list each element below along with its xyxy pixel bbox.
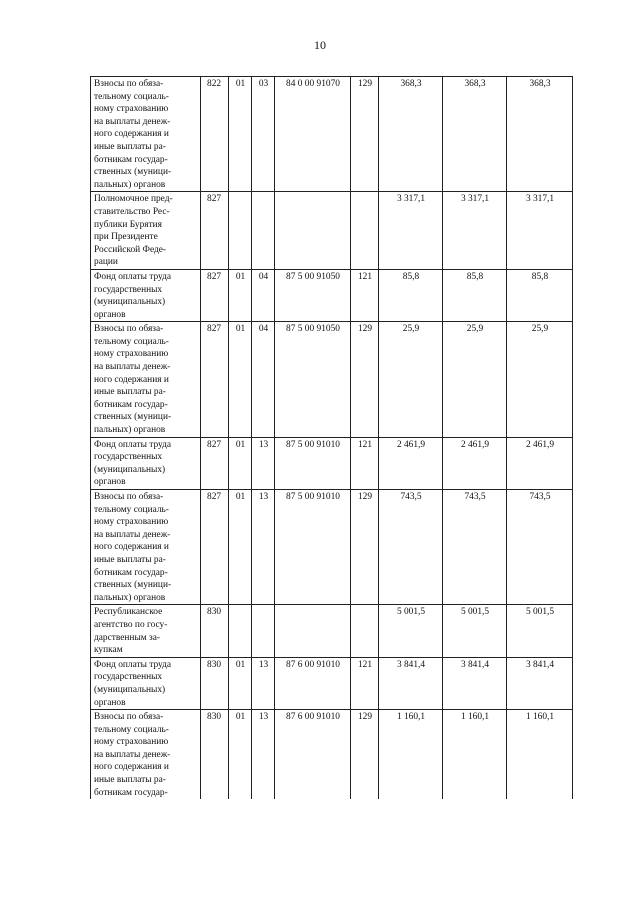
row-amount-year-2: 85,8 <box>443 269 507 321</box>
row-amount-year-2: 1 160,1 <box>443 710 507 800</box>
budget-table <box>90 76 573 799</box>
row-target-article-code: 87 5 00 91010 <box>275 437 351 489</box>
row-target-article-code: 84 0 00 91070 <box>275 77 351 192</box>
row-amount-year-2: 2 461,9 <box>443 437 507 489</box>
row-amount-year-3: 3 317,1 <box>507 192 573 270</box>
row-expense-type-code: 121 <box>351 269 379 321</box>
row-amount-year-3: 3 841,4 <box>507 657 573 709</box>
row-amount-year-1: 3 841,4 <box>379 657 443 709</box>
page-number: 10 <box>314 38 326 52</box>
row-amount-year-2: 3 317,1 <box>443 192 507 270</box>
table-row <box>91 322 573 437</box>
row-expense-type-code: 129 <box>351 490 379 605</box>
row-amount-year-1: 3 317,1 <box>379 192 443 270</box>
row-amount-year-1: 368,3 <box>379 77 443 192</box>
row-amount-year-1: 5 001,5 <box>379 605 443 657</box>
row-amount-year-3: 743,5 <box>507 490 573 605</box>
row-target-article-code: 87 5 00 91050 <box>275 269 351 321</box>
row-target-article-code: 87 6 00 91010 <box>275 657 351 709</box>
row-name: Взносы по обяза- тельному социаль- ному страхованию на выплаты денеж- ного содержания и иные выплаты ра- ботникам государ- ственных (муници- пальных) органов <box>91 322 201 437</box>
row-target-article-code <box>275 192 351 270</box>
row-grbs-code: 827 <box>201 490 229 605</box>
row-target-article-code: 87 5 00 91010 <box>275 490 351 605</box>
row-grbs-code: 830 <box>201 605 229 657</box>
row-amount-year-2: 5 001,5 <box>443 605 507 657</box>
row-name: Республиканское агентство по госу- дарственным за- купкам <box>91 605 201 657</box>
row-section-code: 01 <box>229 77 252 192</box>
row-amount-year-3: 85,8 <box>507 269 573 321</box>
row-name: Взносы по обяза- тельному социаль- ному страхованию на выплаты денеж- ного содержания и иные выплаты ра- ботникам государ- ственных (муници- пальных) органов <box>91 77 201 192</box>
row-expense-type-code <box>351 605 379 657</box>
row-grbs-code: 822 <box>201 77 229 192</box>
row-grbs-code: 830 <box>201 710 229 800</box>
row-section-code <box>229 192 252 270</box>
row-amount-year-3: 5 001,5 <box>507 605 573 657</box>
row-expense-type-code: 121 <box>351 437 379 489</box>
row-target-article-code: 87 5 00 91050 <box>275 322 351 437</box>
row-amount-year-2: 25,9 <box>443 322 507 437</box>
row-amount-year-2: 3 841,4 <box>443 657 507 709</box>
row-amount-year-2: 743,5 <box>443 490 507 605</box>
row-amount-year-1: 743,5 <box>379 490 443 605</box>
row-name: Фонд оплаты труда государственных (муниципальных) органов <box>91 269 201 321</box>
table-row <box>91 192 573 270</box>
row-expense-type-code: 129 <box>351 77 379 192</box>
row-target-article-code <box>275 605 351 657</box>
row-amount-year-3: 368,3 <box>507 77 573 192</box>
row-name: Фонд оплаты труда государственных (муниципальных) органов <box>91 657 201 709</box>
row-amount-year-1: 1 160,1 <box>379 710 443 800</box>
row-grbs-code: 827 <box>201 437 229 489</box>
table-row <box>91 490 573 605</box>
row-expense-type-code: 129 <box>351 322 379 437</box>
row-amount-year-1: 85,8 <box>379 269 443 321</box>
row-amount-year-2: 368,3 <box>443 77 507 192</box>
row-name: Полномочное пред- ставительство Рес- публики Бурятия при Президенте Российской Феде- рации <box>91 192 201 270</box>
row-name: Взносы по обяза- тельному социаль- ному страхованию на выплаты денеж- ного содержания и иные выплаты ра- ботникам государ- ственных (муници- пальных) органов <box>91 490 201 605</box>
table-row <box>91 437 573 489</box>
row-section-code: 01 <box>229 490 252 605</box>
row-section-code: 01 <box>229 269 252 321</box>
row-section-code <box>229 605 252 657</box>
row-name: Взносы по обяза- тельному социаль- ному страхованию на выплаты денеж- ного содержания и иные выплаты ра- ботникам государ- <box>91 710 201 800</box>
row-amount-year-1: 25,9 <box>379 322 443 437</box>
table-row <box>91 77 573 192</box>
row-section-code: 01 <box>229 657 252 709</box>
row-expense-type-code <box>351 192 379 270</box>
row-subsection-code: 03 <box>252 77 275 192</box>
row-grbs-code: 830 <box>201 657 229 709</box>
row-subsection-code: 13 <box>252 437 275 489</box>
row-grbs-code: 827 <box>201 192 229 270</box>
row-target-article-code: 87 6 00 91010 <box>275 710 351 800</box>
row-amount-year-3: 1 160,1 <box>507 710 573 800</box>
table-row <box>91 269 573 321</box>
row-subsection-code: 13 <box>252 710 275 800</box>
row-grbs-code: 827 <box>201 269 229 321</box>
table-row <box>91 657 573 709</box>
row-subsection-code <box>252 605 275 657</box>
row-expense-type-code: 129 <box>351 710 379 800</box>
row-section-code: 01 <box>229 437 252 489</box>
row-subsection-code <box>252 192 275 270</box>
row-subsection-code: 04 <box>252 269 275 321</box>
table-row <box>91 605 573 657</box>
row-amount-year-1: 2 461,9 <box>379 437 443 489</box>
row-amount-year-3: 25,9 <box>507 322 573 437</box>
row-subsection-code: 13 <box>252 490 275 605</box>
table-row <box>91 710 573 800</box>
row-expense-type-code: 121 <box>351 657 379 709</box>
row-section-code: 01 <box>229 322 252 437</box>
row-subsection-code: 04 <box>252 322 275 437</box>
row-subsection-code: 13 <box>252 657 275 709</box>
row-amount-year-3: 2 461,9 <box>507 437 573 489</box>
row-grbs-code: 827 <box>201 322 229 437</box>
row-name: Фонд оплаты труда государственных (муниципальных) органов <box>91 437 201 489</box>
row-section-code: 01 <box>229 710 252 800</box>
